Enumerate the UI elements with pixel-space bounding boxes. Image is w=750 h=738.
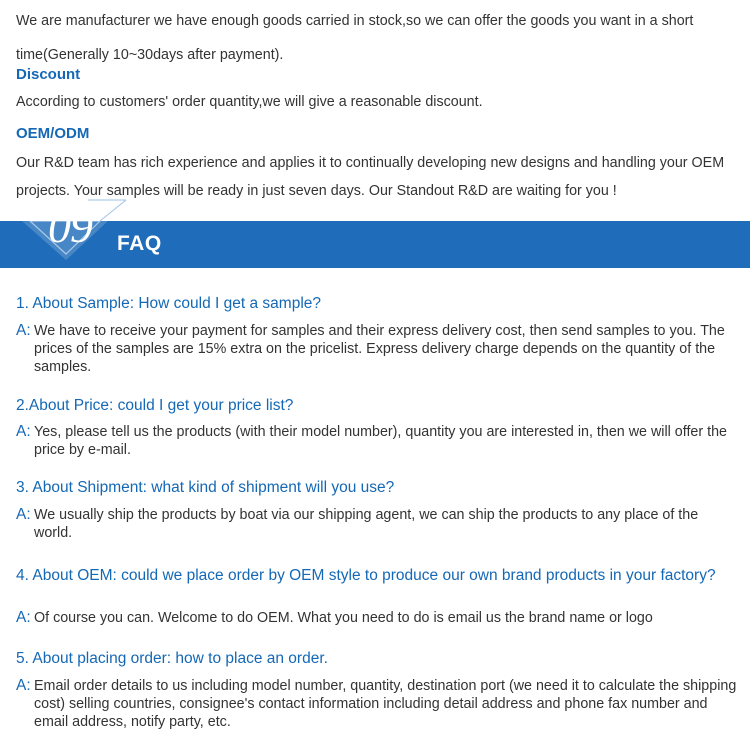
intro-text: We are manufacturer we have enough goods carried in stock,so we can offer the goods you want in a short time(Generally 10~30days after payment).	[16, 13, 694, 63]
faq-question-2: 2.About Price: could I get your price list?	[16, 397, 294, 414]
faq-question-5: 5. About placing order: how to place an order.	[16, 650, 328, 667]
faq-question-1: 1. About Sample: How could I get a sample?	[16, 295, 322, 312]
discount-title: Discount	[16, 66, 81, 83]
oem-text: Our R&D team has rich experience and applies it to continually developing new designs and handling your OEM projects. Your samples will be ready in just seven days. Our Standout R&D are waiting for you !	[16, 155, 725, 199]
answer-text: Email order details to us including model number, quantity, destination port (we need it to calculate the shipping cost) selling countries, consignee's contact information including detail address and phone fax number and email address, notify party, etc.	[34, 678, 737, 730]
faq-section-number: 09	[48, 201, 92, 252]
faq-answer-5	[16, 677, 738, 731]
answer-marker: A:	[16, 506, 31, 523]
answer-marker: A:	[16, 322, 31, 339]
discount-text: According to customers' order quantity,we will give a reasonable discount.	[16, 94, 483, 110]
faq-question-4: 4. About OEM: could we place order by OEM style to produce our own brand products in your factory?	[16, 567, 716, 584]
answer-text: We usually ship the products by boat via our shipping agent, we can ship the products to any place of the world.	[34, 507, 699, 541]
faq-answer-4	[16, 609, 738, 627]
faq-section-title: FAQ	[117, 232, 162, 255]
faq-question-3: 3. About Shipment: what kind of shipment will you use?	[16, 479, 395, 496]
faq-answer-3	[16, 506, 738, 542]
answer-marker: A:	[16, 677, 31, 694]
answer-marker: A:	[16, 609, 31, 626]
faq-answer-2	[16, 423, 738, 459]
answer-text: We have to receive your payment for samples and their express delivery cost, then send samples to you. The prices of the samples are 15% extra on the pricelist. Express delivery charge depends on the quantity of the samples.	[34, 323, 725, 375]
faq-answer-1	[16, 322, 738, 376]
answer-text: Yes, please tell us the products (with their model number), quantity you are interested in, then we will offer the price by e-mail.	[34, 424, 727, 458]
oem-title: OEM/ODM	[16, 125, 90, 142]
answer-text: Of course you can. Welcome to do OEM. What you need to do is email us the brand name or logo	[34, 610, 653, 626]
answer-marker: A:	[16, 423, 31, 440]
